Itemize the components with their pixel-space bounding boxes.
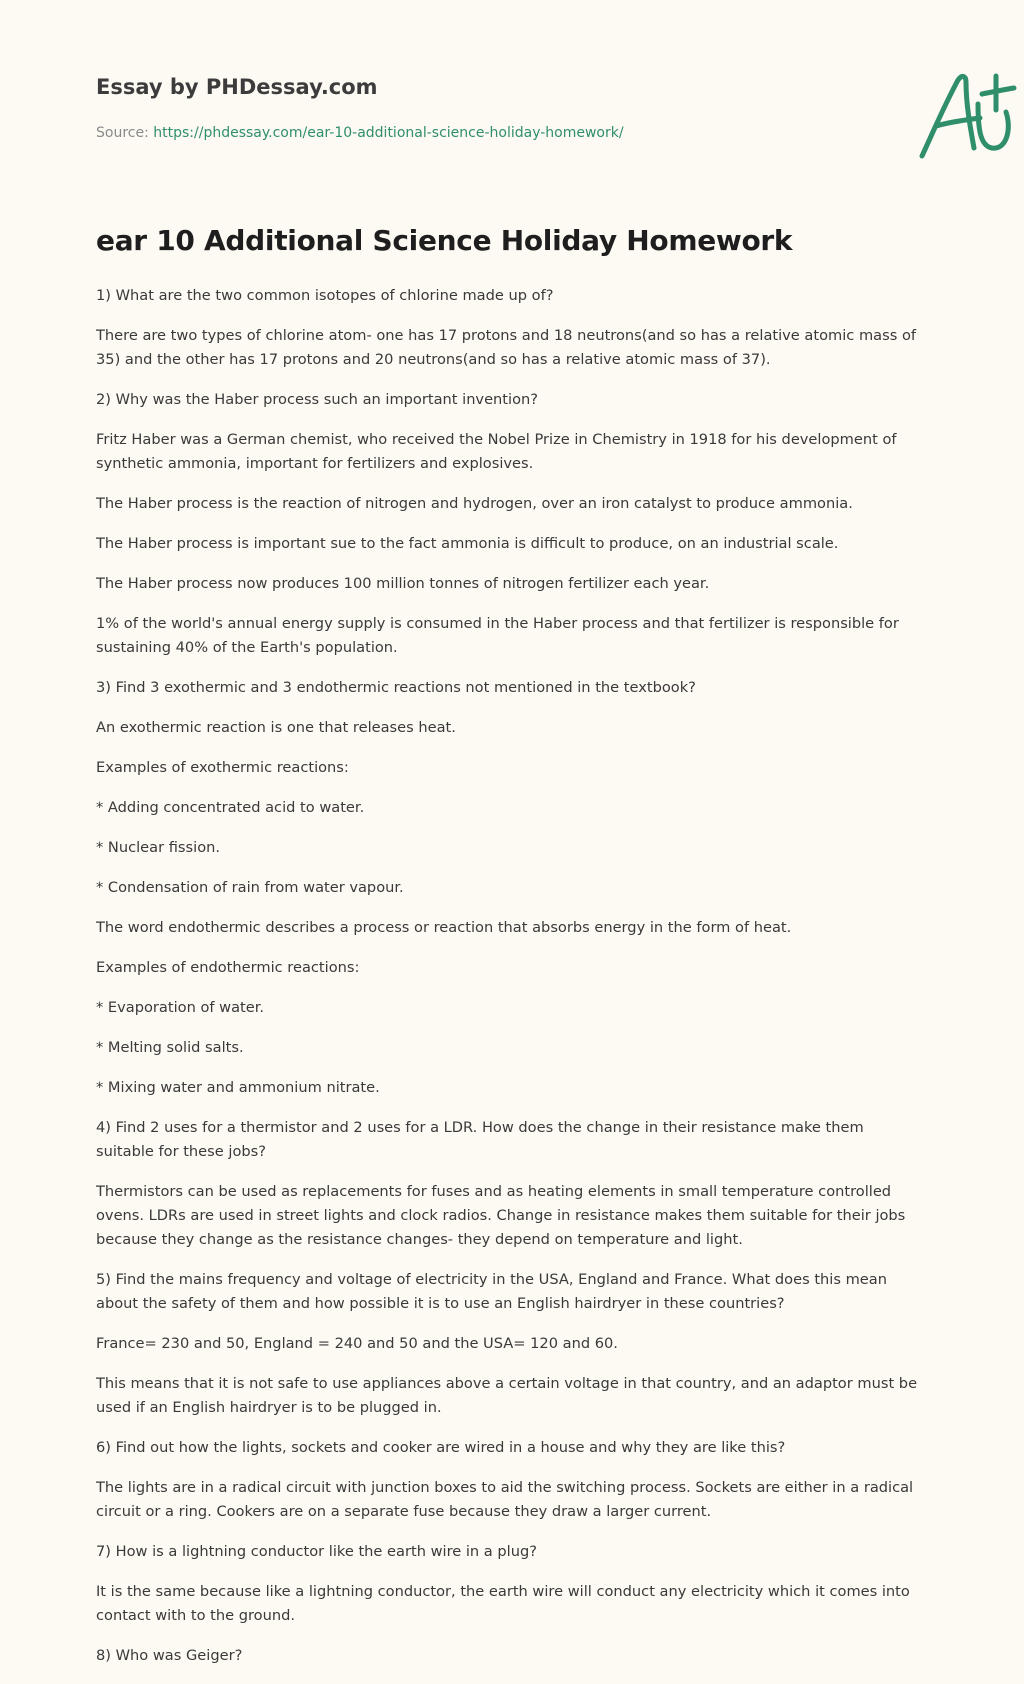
paragraph: 1% of the world's annual energy supply is consumed in the Haber process and that fertilizer is responsible for sustaining 40% of the Earth's population.	[96, 615, 899, 656]
paragraph: Fritz Haber was a German chemist, who received the Nobel Prize in Chemistry in 1918 for his development of synthetic ammonia, important for fertilizers and explosives.	[96, 431, 897, 472]
paragraph: Thermistors can be used as replacements for fuses and as heating elements in small temperature controlled ovens. LDRs are used in street lights and clock radios. Change in resistance makes them suitable for their jobs because they change as the resistance changes- they depend on temperature and light.	[96, 1183, 906, 1248]
site-title: Essay by PHDessay.com	[96, 75, 378, 99]
paragraph: 3) Find 3 exothermic and 3 endothermic reactions not mentioned in the textbook?	[96, 679, 696, 696]
paragraph: There are two types of chlorine atom- one has 17 protons and 18 neutrons(and so has a relative atomic mass of 35) and the other has 17 protons and 20 neutrons(and so has a relative atomic mass of 37).	[96, 327, 917, 368]
paragraph: 4) Find 2 uses for a thermistor and 2 uses for a LDR. How does the change in their resistance make them suitable for these jobs?	[96, 1119, 864, 1160]
paragraph: The Haber process is important sue to the fact ammonia is difficult to produce, on an industrial scale.	[96, 535, 839, 552]
source-link[interactable]: https://phdessay.com/ear-10-additional-science-holiday-homework/	[153, 125, 624, 141]
paragraph: An exothermic reaction is one that releases heat.	[96, 719, 456, 736]
source-line	[96, 125, 624, 141]
paragraph: * Nuclear fission.	[96, 839, 221, 856]
paragraph: * Adding concentrated acid to water.	[96, 799, 365, 816]
paragraph: 6) Find out how the lights, sockets and cooker are wired in a house and why they are like this?	[96, 1439, 786, 1456]
paragraph: * Evaporation of water.	[96, 999, 265, 1016]
paragraph: The Haber process is the reaction of nitrogen and hydrogen, over an iron catalyst to produce ammonia.	[96, 495, 853, 512]
paragraph: It is the same because like a lightning conductor, the earth wire will conduct any electricity which it comes into contact with to the ground.	[96, 1583, 910, 1624]
a-plus-logo-icon	[916, 70, 1024, 166]
paragraph: 1) What are the two common isotopes of chlorine made up of?	[96, 287, 554, 304]
paragraph: 8) Who was Geiger?	[96, 1647, 243, 1664]
source-label: Source:	[96, 125, 149, 141]
paragraph: * Melting solid salts.	[96, 1039, 244, 1056]
essay-title: ear 10 Additional Science Holiday Homework	[96, 224, 793, 257]
paragraph: Examples of endothermic reactions:	[96, 959, 360, 976]
paragraph: * Condensation of rain from water vapour.	[96, 879, 404, 896]
paragraph: 2) Why was the Haber process such an important invention?	[96, 391, 539, 408]
paragraph: * Mixing water and ammonium nitrate.	[96, 1079, 380, 1096]
paragraph: 5) Find the mains frequency and voltage of electricity in the USA, England and France. What does this mean about the safety of them and how possible it is to use an English hairdryer in these countries?	[96, 1271, 887, 1312]
paragraph: This means that it is not safe to use appliances above a certain voltage in that country, and an adaptor must be used if an English hairdryer is to be plugged in.	[96, 1375, 918, 1416]
paragraph: France= 230 and 50, England = 240 and 50 and the USA= 120 and 60.	[96, 1335, 618, 1352]
essay-body	[96, 284, 926, 1684]
paragraph: The word endothermic describes a process or reaction that absorbs energy in the form of heat.	[96, 919, 792, 936]
paragraph: The lights are in a radical circuit with junction boxes to aid the switching process. Sockets are either in a radical circuit or a ring. Cookers are on a separate fuse because they draw a larger current.	[96, 1479, 914, 1520]
paragraph: Examples of exothermic reactions:	[96, 759, 349, 776]
paragraph: 7) How is a lightning conductor like the earth wire in a plug?	[96, 1543, 537, 1560]
paragraph: The Haber process now produces 100 million tonnes of nitrogen fertilizer each year.	[96, 575, 710, 592]
